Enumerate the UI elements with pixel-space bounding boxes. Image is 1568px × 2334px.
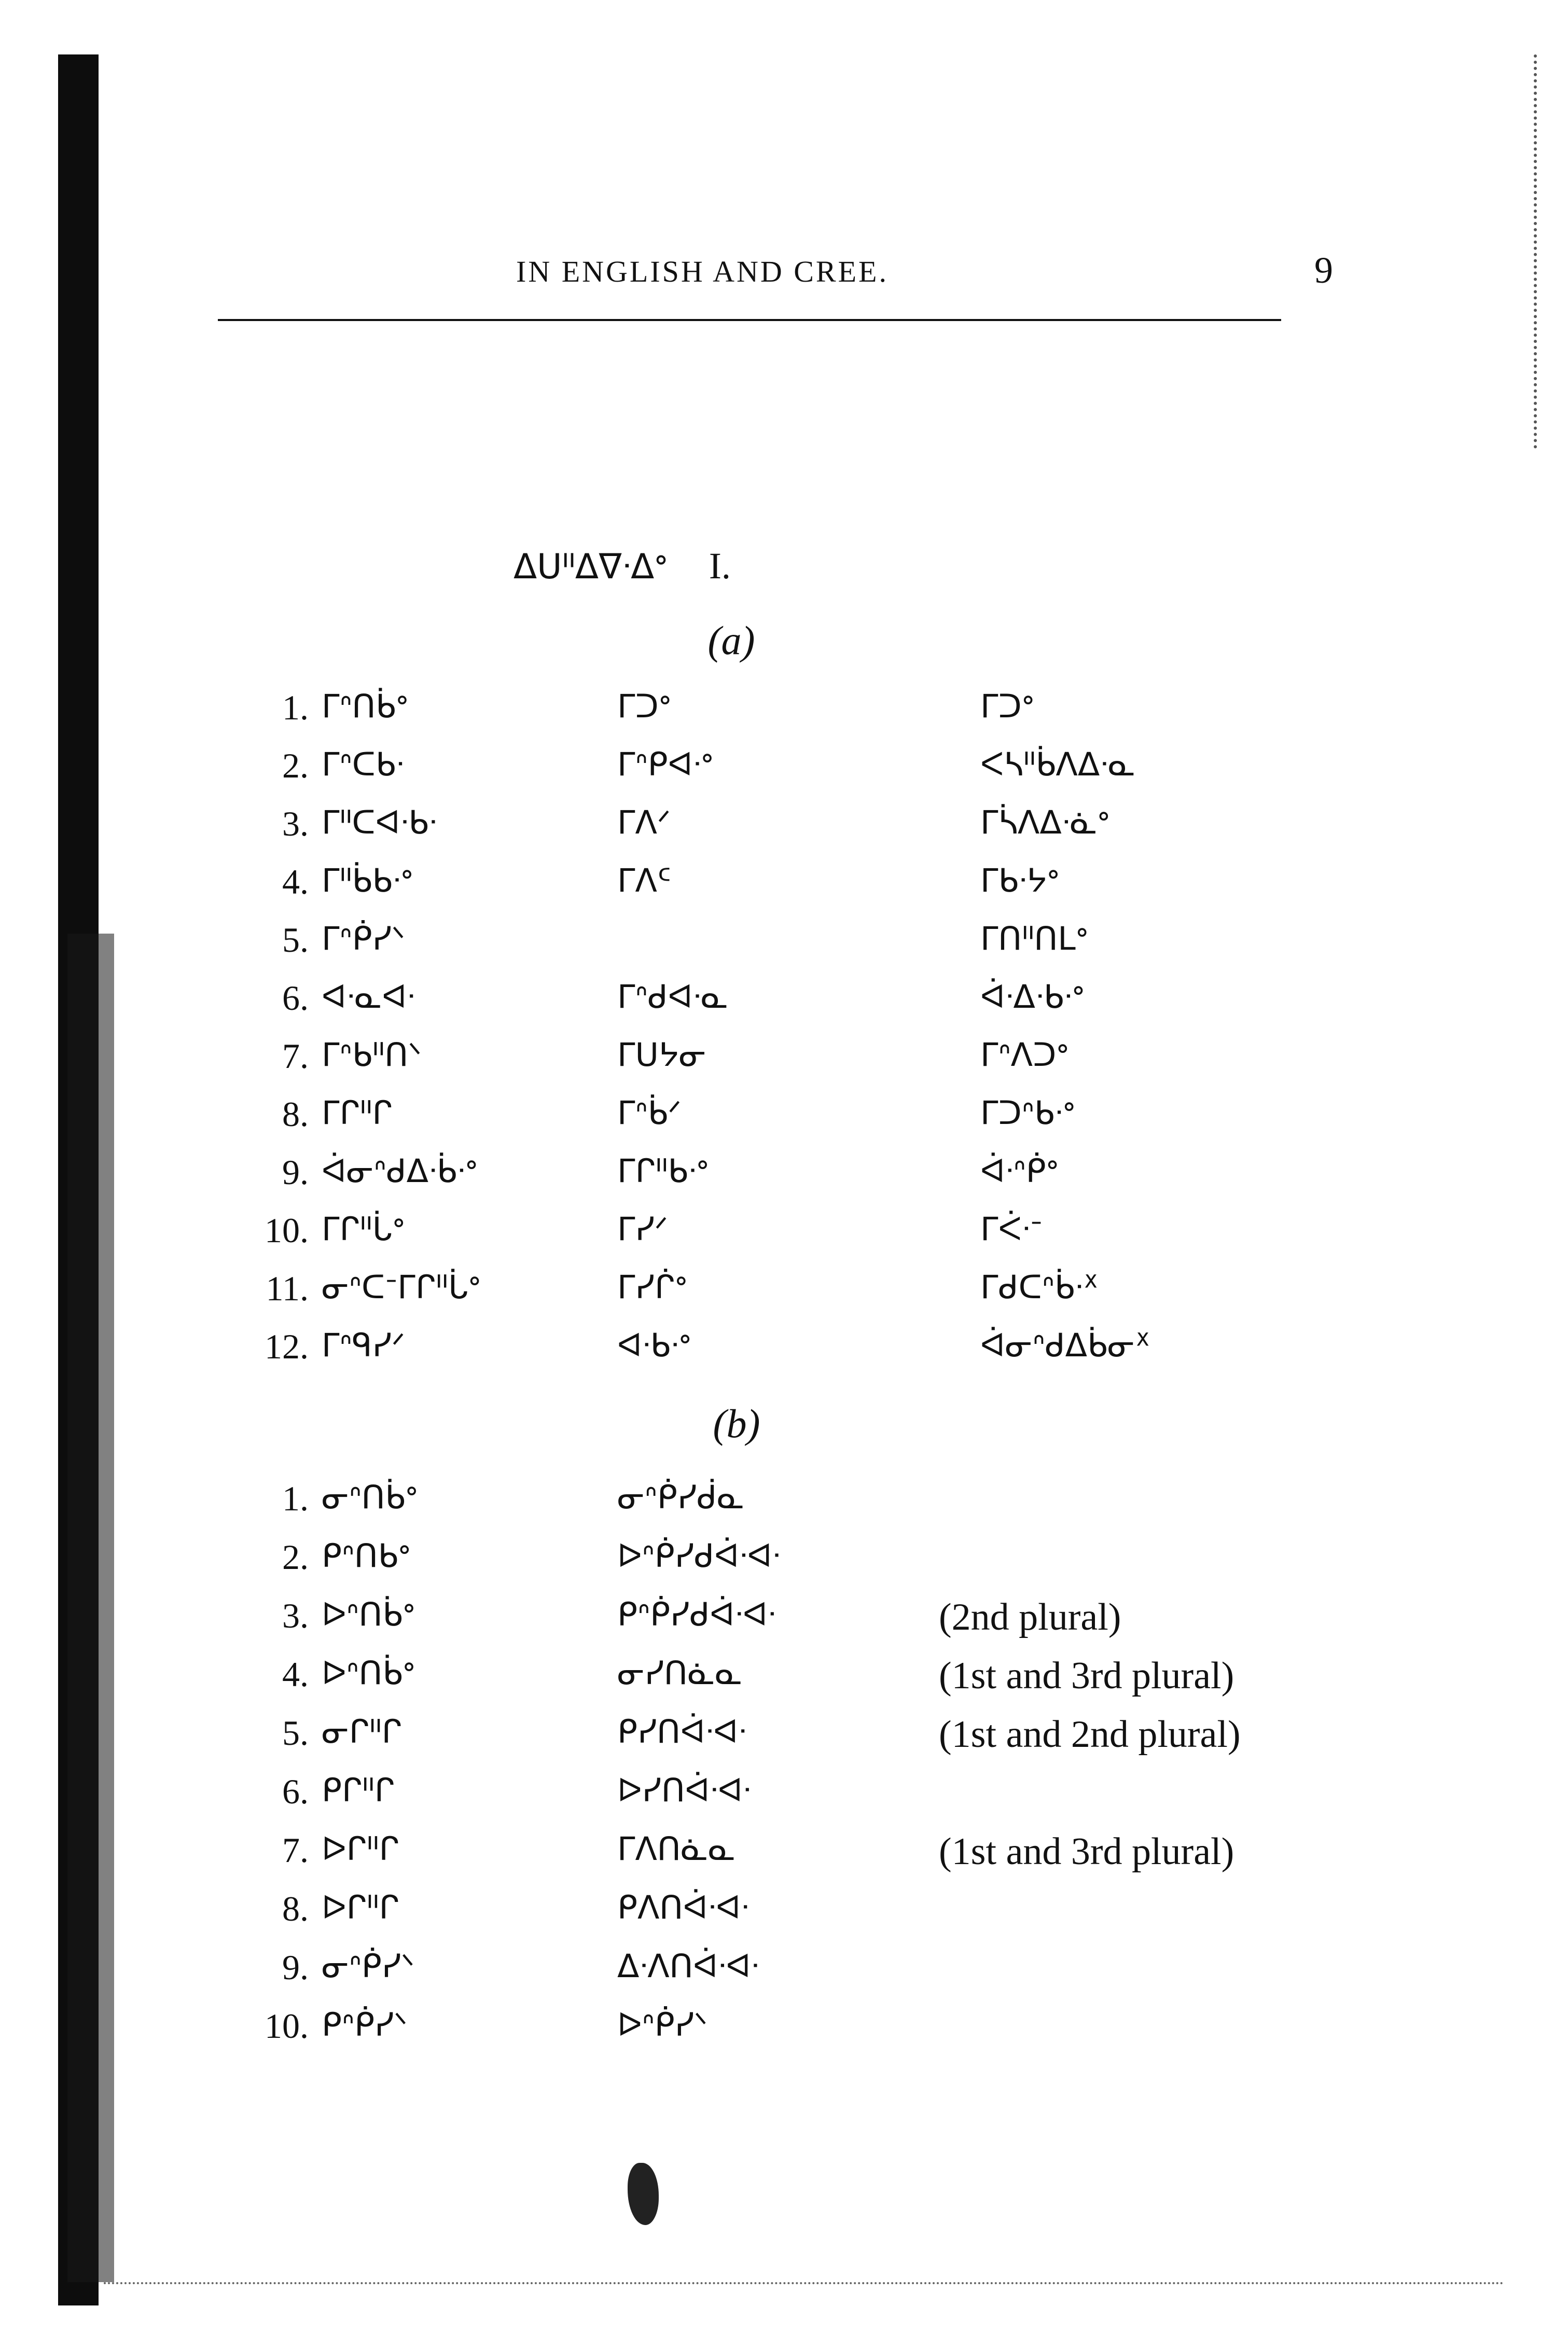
- table-row: [218, 1036, 1411, 1094]
- table-row: [218, 1152, 1411, 1210]
- cree-word-col2: ᒥᓯᒌᐤ: [617, 1268, 688, 1306]
- table-row: [218, 1094, 1411, 1152]
- cree-word-col2: ᒥᐱᐟ: [617, 803, 671, 841]
- cree-word-col1: ᐋᓂᐢᑯᐃᐧᑳᐧᐤ: [322, 1152, 478, 1190]
- cree-word-col1: ᓂᐢᑮᓯᐠ: [322, 1947, 415, 1985]
- cree-word-col1: ᐅᐢᑎᑳᐤ: [322, 1654, 415, 1692]
- row-number: 1.: [282, 688, 309, 727]
- cree-word-col2: ᒥᒋᐦᑲᐧᐤ: [617, 1152, 709, 1190]
- cree-word-col1: ᒥᐢᑫᓯᐟ: [322, 1326, 406, 1364]
- cree-word-col3: ᒥᑲᐧᔭᐤ: [980, 862, 1060, 899]
- row-number: 2.: [282, 1537, 309, 1577]
- cree-word-col2: ᐃᐧᐱᑎᐋᐧᐊᐧ: [617, 1947, 759, 1985]
- cree-word-col3: ᐋᐧᐃᐧᑲᐧᐤ: [980, 978, 1085, 1016]
- cree-word-col2: ᐅᐢᑮᓯᐠ: [617, 2006, 708, 2044]
- table-row: [218, 920, 1411, 978]
- grammar-note: (1st and 3rd plural): [939, 1655, 1234, 1697]
- table-row: [218, 1947, 1411, 2005]
- table-row: [218, 1595, 1411, 1654]
- table-row: [218, 1713, 1411, 1771]
- cree-word-col3: ᒥᑐᐤ: [980, 687, 1034, 725]
- row-number: 2.: [282, 746, 309, 785]
- row-number: 9.: [282, 1152, 309, 1192]
- cree-word-col2: ᓂᓯᑎᓈᓇ: [617, 1654, 743, 1692]
- cree-word-col3: ᒥᓵᐱᐃᐧᓈᐤ: [980, 803, 1110, 841]
- row-number: 4.: [282, 1655, 309, 1694]
- cree-word-col1: ᒥᐦᑕᐊᐧᑲᐧ: [322, 803, 437, 841]
- cree-word-col3: ᐸᓴᐦᑳᐱᐃᐧᓇ: [980, 745, 1135, 783]
- row-number: 6.: [282, 978, 309, 1018]
- cree-word-col1: ᑭᒋᐦᒋ: [322, 1771, 395, 1809]
- cree-word-col1: ᒥᒋᐦᒋ: [322, 1094, 393, 1132]
- cree-word-col1: ᐅᒋᐦᒋ: [322, 1830, 399, 1868]
- row-number: 10.: [265, 1211, 309, 1250]
- cree-word-col1: ᒥᐢᑲᐦᑎᐠ: [322, 1036, 422, 1074]
- cree-word-col2: ᒥᑌᔭᓂ: [617, 1036, 706, 1074]
- row-number: 5.: [282, 920, 309, 960]
- cree-word-col2: ᑭᐱᑎᐋᐧᐊᐧ: [617, 1888, 749, 1926]
- cree-word-col2: ᒥᓯᐟ: [617, 1210, 669, 1248]
- row-number: 3.: [282, 804, 309, 843]
- cree-word-col2: ᐅᐢᑮᓯᑯᐋᐧᐊᐧ: [617, 1537, 781, 1575]
- row-number: 7.: [282, 1830, 309, 1870]
- row-number: 10.: [265, 2006, 309, 2046]
- part-a-label: (a): [707, 618, 755, 663]
- cree-word-col1: ᐅᐢᑎᑳᐤ: [322, 1595, 415, 1633]
- cree-word-col2: ᐊᐧᑲᐧᐤ: [617, 1326, 691, 1364]
- cree-word-col2: ᑭᐢᑮᓯᑯᐋᐧᐊᐧ: [617, 1595, 776, 1633]
- cree-word-col2: ᑭᓯᑎᐋᐧᐊᐧ: [617, 1713, 746, 1751]
- page-edge-marks: [1529, 54, 1537, 449]
- page-number: 9: [1314, 249, 1333, 291]
- table-row: [218, 1326, 1411, 1384]
- table-row: [218, 1830, 1411, 1888]
- cree-word-col1: ᓂᐢᑕᐨᒥᒋᐦᒑᐤ: [322, 1268, 481, 1306]
- table-row: [218, 803, 1411, 862]
- cree-word-col3: ᐋᓂᐢᑯᐃᑳᓂᕽ: [980, 1326, 1150, 1364]
- row-number: 8.: [282, 1094, 309, 1134]
- table-row: [218, 1654, 1411, 1712]
- cree-word-col2: ᒥᐢᑯᐊᐧᓇ: [617, 978, 728, 1016]
- table-row: [218, 1268, 1411, 1326]
- table-row: [218, 862, 1411, 920]
- cree-word-col1: ᒥᐢᑕᑲᐧ: [322, 745, 404, 783]
- row-number: 8.: [282, 1889, 309, 1928]
- table-row: [218, 1210, 1411, 1268]
- table-row: [218, 1537, 1411, 1595]
- cree-word-col1: ᒥᐦᑳᑲᐧᐤ: [322, 862, 413, 899]
- cree-word-col1: ᑭᐢᑎᑲᐤ: [322, 1537, 411, 1575]
- cree-word-col1: ᐅᒋᐦᒋ: [322, 1888, 399, 1926]
- table-row: [218, 687, 1411, 745]
- row-number: 6.: [282, 1772, 309, 1811]
- row-number: 12.: [265, 1327, 309, 1366]
- cree-word-col3: ᒥᑎᐦᑎᒪᐤ: [980, 920, 1088, 957]
- table-row: [218, 745, 1411, 803]
- cree-word-col2: ᐅᓯᑎᐋᐧᐊᐧ: [617, 1771, 751, 1809]
- row-number: 5.: [282, 1713, 309, 1753]
- cree-word-col3: ᒥᐹᐧᐨ: [980, 1210, 1043, 1248]
- binding-gutter: [67, 934, 114, 2282]
- cree-word-col1: ᒥᐢᑮᓯᐠ: [322, 920, 406, 957]
- table-row: [218, 1478, 1411, 1536]
- row-number: 1.: [282, 1479, 309, 1518]
- cree-word-col2: ᒥᐢᑳᐟ: [617, 1094, 682, 1132]
- cree-word-col3: ᐋᐧᐢᑮᐤ: [980, 1152, 1059, 1190]
- grammar-note: (1st and 3rd plural): [939, 1830, 1234, 1873]
- cree-word-col1: ᑭᐢᑮᓯᐠ: [322, 2006, 408, 2044]
- section-numeral: I.: [709, 545, 731, 587]
- cree-word-col2: ᒥᐱᑎᓈᓇ: [617, 1830, 736, 1868]
- cree-word-col3: ᒥᑐᐢᑲᐧᐤ: [980, 1094, 1075, 1132]
- header-rule: [218, 319, 1281, 321]
- running-title: IN ENGLISH AND CREE.: [516, 255, 889, 288]
- cree-word-col1: ᓂᒋᐦᒋ: [322, 1713, 402, 1751]
- row-number: 3.: [282, 1596, 309, 1635]
- ink-smudge: [628, 2163, 659, 2225]
- cree-word-col1: ᒥᐢᑎᑳᐤ: [322, 687, 409, 725]
- table-row: [218, 2006, 1411, 2064]
- table-row: [218, 1771, 1411, 1829]
- cree-word-col2: ᒥᑐᐤ: [617, 687, 671, 725]
- grammar-note: (2nd plural): [939, 1596, 1121, 1638]
- cree-word-col1: ᓂᐢᑎᑳᐤ: [322, 1478, 418, 1516]
- row-number: 4.: [282, 862, 309, 901]
- row-number: 11.: [266, 1269, 309, 1308]
- table-row: [218, 978, 1411, 1036]
- running-head: [218, 249, 1333, 306]
- cree-word-col2: ᒥᐱᑦ: [617, 862, 671, 899]
- row-number: 9.: [282, 1948, 309, 1987]
- row-number: 7.: [282, 1036, 309, 1076]
- grammar-note: (1st and 2nd plural): [939, 1713, 1241, 1756]
- cree-word-col2: ᓂᐢᑮᓯᑰᓇ: [617, 1478, 745, 1516]
- bottom-edge-marks: [104, 2282, 1504, 2284]
- cree-word-col3: ᒥᐢᐱᑐᐤ: [980, 1036, 1069, 1074]
- table-row: [218, 1888, 1411, 1947]
- section-title-syllabics: ᐃᑌᐦᐃᐁᐧᐃᐤ: [514, 547, 668, 587]
- cree-word-col1: ᒥᒋᐦᒑᐤ: [322, 1210, 405, 1248]
- cree-word-col3: ᒥᑯᑕᐢᑳᐧᕽ: [980, 1268, 1099, 1306]
- part-b-label: (b): [713, 1401, 760, 1446]
- section-heading: [514, 545, 731, 602]
- cree-word-col1: ᐊᐧᓇᐊᐧ: [322, 978, 415, 1016]
- cree-word-col2: ᒥᐢᑭᐊᐧᐤ: [617, 745, 714, 783]
